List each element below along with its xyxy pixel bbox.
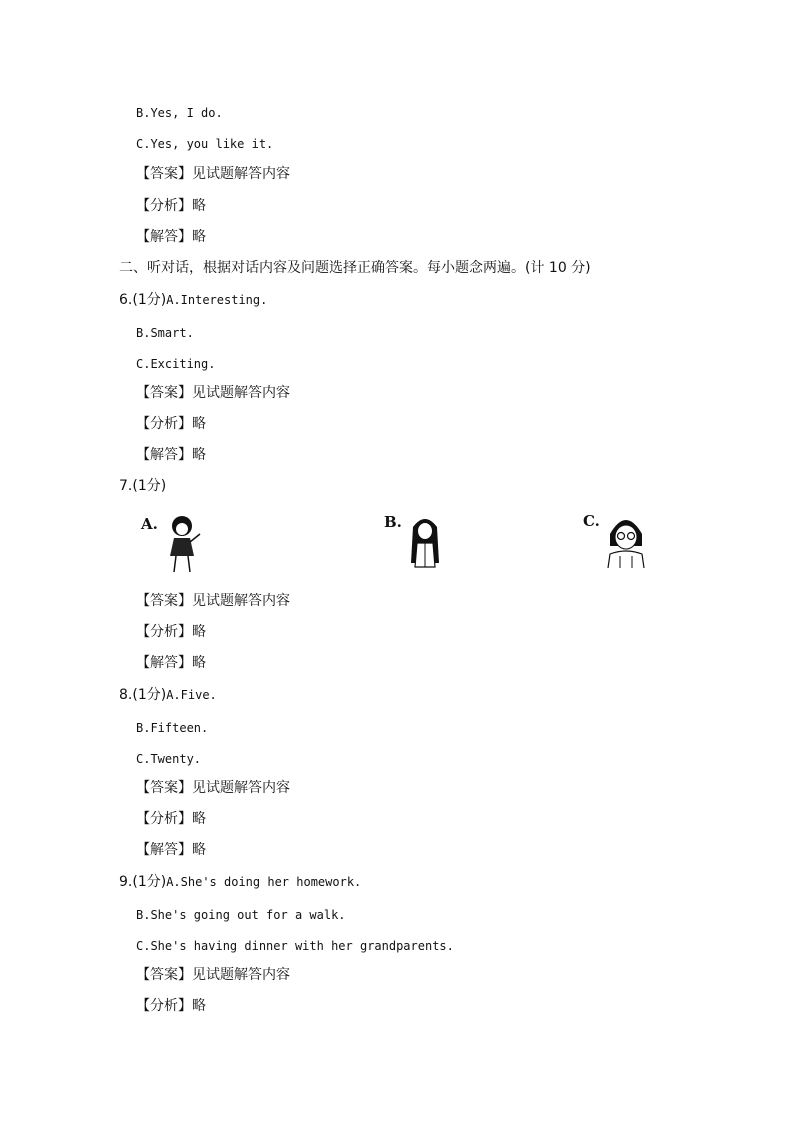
picture-label-a: A. <box>141 515 158 533</box>
analysis-line: 【分析】略 <box>136 198 206 214</box>
option-a: A.She's doing her homework. <box>166 875 362 889</box>
answer-line: 【答案】见试题解答内容 <box>136 385 290 401</box>
question-number: 8.(1分) <box>119 687 167 703</box>
analysis-line: 【分析】略 <box>136 624 206 640</box>
picture-label-b: B. <box>384 513 402 531</box>
question-6 <box>119 291 267 310</box>
option-b: B.Yes, I do. <box>136 106 223 120</box>
analysis-line: 【分析】略 <box>136 811 206 827</box>
answer-line: 【答案】见试题解答内容 <box>136 166 290 182</box>
question-number: 9.(1分) <box>119 874 167 890</box>
solution-line: 【解答】略 <box>136 447 206 463</box>
answer-line: 【答案】见试题解答内容 <box>136 967 290 983</box>
option-a: A.Five. <box>166 688 217 702</box>
question-9 <box>119 873 361 892</box>
option-c: C.She's having dinner with her grandparents. <box>136 939 454 953</box>
option-c: C.Exciting. <box>136 357 216 371</box>
answer-line: 【答案】见试题解答内容 <box>136 780 290 796</box>
solution-line: 【解答】略 <box>136 842 206 858</box>
picture-label-c: C. <box>583 512 600 530</box>
solution-line: 【解答】略 <box>136 655 206 671</box>
question-8 <box>119 686 217 705</box>
analysis-line: 【分析】略 <box>136 998 206 1014</box>
analysis-line: 【分析】略 <box>136 416 206 432</box>
option-a: A.Interesting. <box>166 293 268 307</box>
woman-c-illustration <box>604 512 648 570</box>
option-b: B.Smart. <box>136 326 194 340</box>
option-b: B.She's going out for a walk. <box>136 908 346 922</box>
girl-b-illustration <box>405 513 445 571</box>
question-number: 6.(1分) <box>119 292 167 308</box>
answer-line: 【答案】见试题解答内容 <box>136 593 290 609</box>
section-heading: 二、听对话，根据对话内容及问题选择正确答案。每小题念两遍。(计 10 分) <box>119 260 591 276</box>
question-7: 7.(1分) <box>119 478 167 494</box>
option-c: C.Twenty. <box>136 752 202 766</box>
solution-line: 【解答】略 <box>136 229 206 245</box>
girl-a-illustration <box>160 512 210 576</box>
option-b: B.Fifteen. <box>136 721 209 735</box>
option-c: C.Yes, you like it. <box>136 137 274 151</box>
